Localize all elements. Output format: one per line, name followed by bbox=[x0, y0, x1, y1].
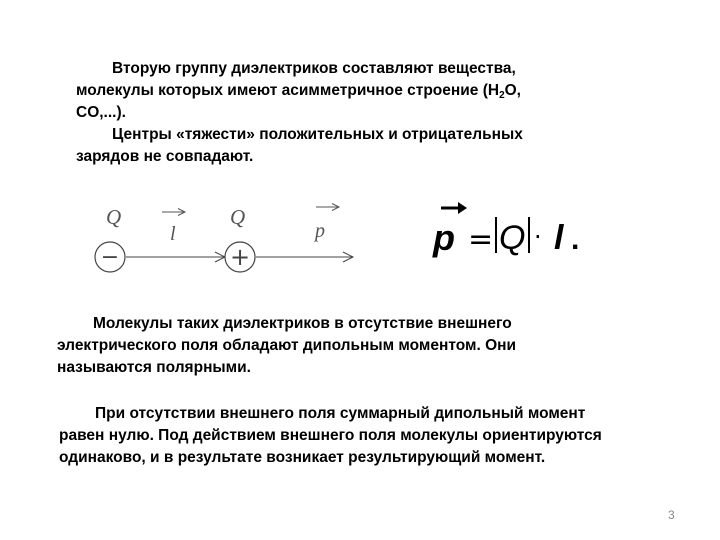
vector-l-arrow-icon bbox=[162, 209, 185, 216]
formula-l: l bbox=[554, 219, 564, 257]
dipole-moment-formula bbox=[425, 195, 605, 260]
vector-p-label: p bbox=[315, 220, 325, 242]
intro-paragraph bbox=[76, 58, 616, 168]
intro-line-2 bbox=[76, 80, 616, 102]
page-number: 3 bbox=[668, 508, 675, 522]
vector-arrow-icon bbox=[441, 202, 467, 214]
vector-l-label: l bbox=[170, 223, 176, 245]
polar-line-2: электрического поля обладают дипольным моментом. Они bbox=[57, 337, 517, 354]
minus-sign: − bbox=[100, 245, 120, 270]
formula-q: Q bbox=[499, 219, 526, 257]
charge-left-label: Q bbox=[106, 205, 122, 229]
field-line-3: одинаково, и в результате возникает результирующий момент. bbox=[59, 449, 546, 466]
formula-dot: · bbox=[534, 223, 542, 251]
positive-charge-icon bbox=[225, 242, 255, 272]
polar-molecules-paragraph bbox=[57, 313, 617, 379]
polar-line-1: Молекулы таких диэлектриков в отсутствие внешнего bbox=[93, 315, 512, 332]
field-line-1: При отсутствии внешнего поля суммарный дипольный момент bbox=[95, 405, 586, 422]
dipole-diagram bbox=[88, 198, 368, 278]
intro-line-2-text: молекулы которых имеют асимметричное строение (H bbox=[76, 82, 500, 99]
formula-equals: = bbox=[468, 222, 494, 257]
field-line-2: равен нулю. Под действием внешнего поля молекулы ориентируются bbox=[59, 427, 602, 444]
water-subscript: 2 bbox=[499, 90, 505, 101]
charge-right-label: Q bbox=[230, 205, 246, 229]
external-field-paragraph bbox=[59, 403, 719, 469]
intro-line-4: Центры «тяжести» положительных и отрицательных bbox=[112, 126, 523, 143]
intro-line-5: зарядов не совпадают. bbox=[76, 148, 254, 165]
plus-sign: + bbox=[229, 243, 251, 271]
negative-charge-icon bbox=[95, 242, 125, 272]
formula-period: . bbox=[571, 223, 580, 256]
formula-p: p bbox=[433, 217, 455, 258]
intro-line-1: Вторую группу диэлектриков составляют вещества, bbox=[112, 60, 516, 77]
vector-p-arrow-icon bbox=[316, 204, 339, 211]
intro-line-2-tail: O, bbox=[504, 82, 521, 99]
polar-line-3: называются полярными. bbox=[57, 359, 251, 376]
intro-line-3: CO,...). bbox=[76, 104, 126, 121]
